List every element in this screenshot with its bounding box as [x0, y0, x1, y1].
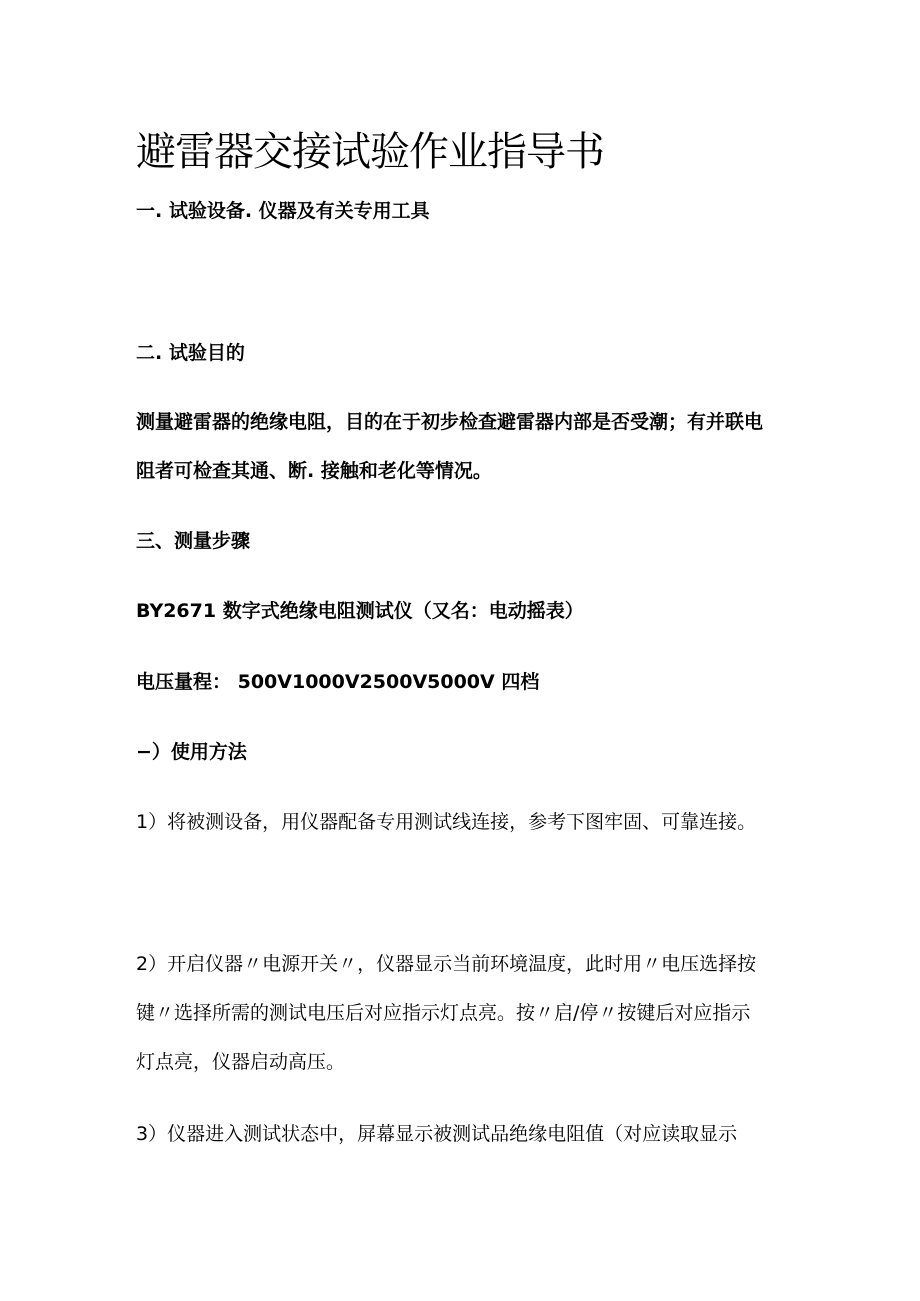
step-1: 1）将被测设备，用仪器配备专用测试线连接，参考下图牢固、可靠连接。 — [136, 811, 757, 833]
section1-heading: 一. 试验设备. 仪器及有关专用工具 — [136, 200, 430, 222]
purpose-line-1: 测量避雷器的绝缘电阻，目的在于初步检查避雷器内部是否受潮；有并联电 — [136, 411, 764, 433]
step-3-line-1: 3）仪器进入测试状态中，屏幕显示被测试品绝缘电阻值（对应读取显示 — [136, 1123, 738, 1145]
step-2-line-2: 键〃选择所需的测试电压后对应指示灯点亮。按〃启/停〃按键后对应指示 — [136, 1002, 751, 1024]
section2-heading: 二. 试验目的 — [136, 342, 245, 364]
purpose-line-2: 阻者可检查其通、断. 接触和老化等情况。 — [136, 460, 492, 482]
document-title: 避雷器交接试验作业指导书 — [136, 129, 604, 175]
instrument-name: BY2671 数字式绝缘电阻测试仪（又名：电动摇表） — [136, 600, 584, 622]
step-2-line-1: 2）开启仪器〃电源开关〃，仪器显示当前环境温度，此时用〃电压选择按 — [136, 953, 757, 975]
section3-heading: 三、测量步骤 — [136, 530, 251, 552]
step-2-line-3: 灯点亮，仪器启动高压。 — [136, 1051, 346, 1073]
usage-heading: −）使用方法 — [136, 741, 247, 763]
voltage-range: 电压量程： 500V1000V2500V5000V 四档 — [136, 671, 540, 693]
